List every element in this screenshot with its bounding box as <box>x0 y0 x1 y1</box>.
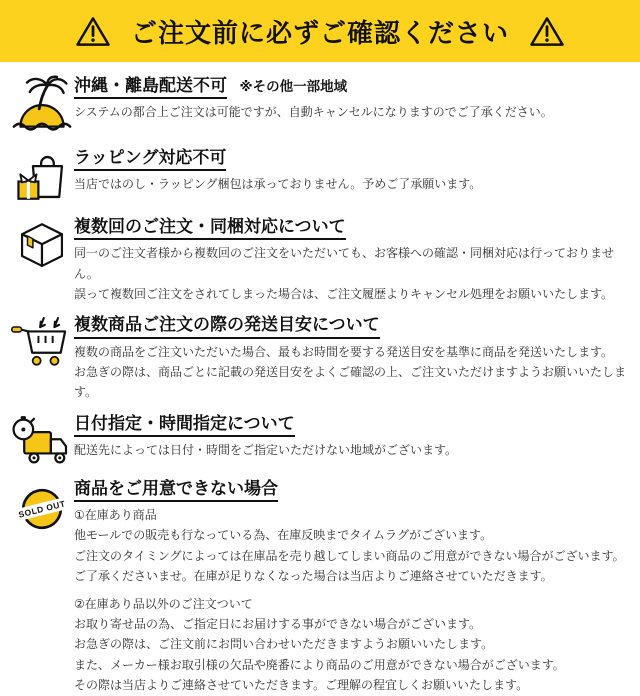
confirm-before-order-banner <box>0 0 640 62</box>
sold-out-label: SOLD OUT <box>17 498 67 520</box>
section-body-line: ②在庫あり品以外のご注文ついて <box>74 596 253 611</box>
section-heading: 商品をご用意できない場合 <box>74 478 278 502</box>
section-heading-note: ※その他一部地域 <box>239 79 348 94</box>
section-heading: 複数回のご注文・同梱対応について <box>74 216 346 240</box>
section-body-line: ご了承くださいませ。在庫が足りなくなった場合は当店よりご連絡させていただきます。 <box>74 569 553 584</box>
warning-triangle-icon <box>75 15 111 48</box>
banner-title: ご注文前に必ずご確認ください <box>130 17 509 48</box>
section-heading: 複数商品ご注文の際の発送目安について <box>74 314 380 338</box>
section-multiple-items-shipping-estimate <box>10 313 632 402</box>
section-heading: 沖縄・離島配送不可 <box>74 75 227 99</box>
notice-list <box>0 62 640 696</box>
palm-island-icon <box>12 76 72 136</box>
section-body-line: ご注文のタイミングによっては在庫品を売り越してしまい商品のご用意ができない場合がございます。 <box>74 548 625 563</box>
sold-out-icon <box>12 479 72 539</box>
section-heading: 日付指定・時間指定について <box>74 413 295 437</box>
package-box-icon <box>13 217 71 275</box>
section-heading: ラッピング対応不可 <box>74 147 226 171</box>
section-okinawa-no-shipping <box>10 74 632 136</box>
section-body-line: システムの都合上ご注文は可能ですが、自動キャンセルになりますのでご了承ください。 <box>74 105 553 120</box>
section-body-line: その際は当店よりご連絡させていただきます。ご理解の程宜しくお願いいたします。 <box>74 678 529 693</box>
section-body-line: また、メーカー様お取引様の欠品や廃番により商品のご用意ができない場合がございます。 <box>74 657 565 672</box>
section-body-line: 他モールでの販売も行なっている為、在庫反映までタイムラグがございます。 <box>74 528 493 543</box>
section-body-line: ①在庫あり商品 <box>74 508 157 523</box>
warning-triangle-icon <box>529 15 565 48</box>
backorder-items-note <box>74 594 632 696</box>
truck-clock-icon <box>10 414 74 468</box>
section-body-line: お急ぎの際は、商品ごとに記載の発送目安をよくご確認の上、ご注文いただけますようお願いいたします。 <box>74 365 627 400</box>
in-stock-items-note <box>74 505 632 587</box>
section-multiple-orders-bundling <box>10 215 632 304</box>
section-date-time-designation <box>10 412 632 468</box>
section-body-line: 複数の商品をご注文いただいた場合、最もお時間を要する発送目安を基準に商品を発送いたします。 <box>74 344 614 359</box>
gift-bag-icon <box>13 148 71 206</box>
cart-icon <box>10 315 74 371</box>
section-body-line: 同一のご注文者様から複数回のご注文をいただいても、お客様への確認・同梱対応は行っておりません。 <box>74 246 615 281</box>
section-product-unavailable <box>10 477 632 696</box>
section-body-line: 配送先によっては日付・時間をご指定いただけない地域がございます。 <box>74 443 458 458</box>
section-body-line: 誤って複数回ご注文をされてしまった場合は、ご注文履歴よりキャンセル処理をお願いいたします。 <box>74 287 614 302</box>
section-body-line: お取り寄せ品の為、ご指定日にお届けする事ができない場合がございます。 <box>74 617 482 632</box>
section-no-wrapping <box>10 146 632 206</box>
section-body-line: お急ぎの際は、ご注文前にお問い合わせいただきますようお願いいたします。 <box>74 637 494 652</box>
section-body-line: 当店ではのし・ラッピング梱包は承っておりません。予めご了承願います。 <box>74 177 482 192</box>
